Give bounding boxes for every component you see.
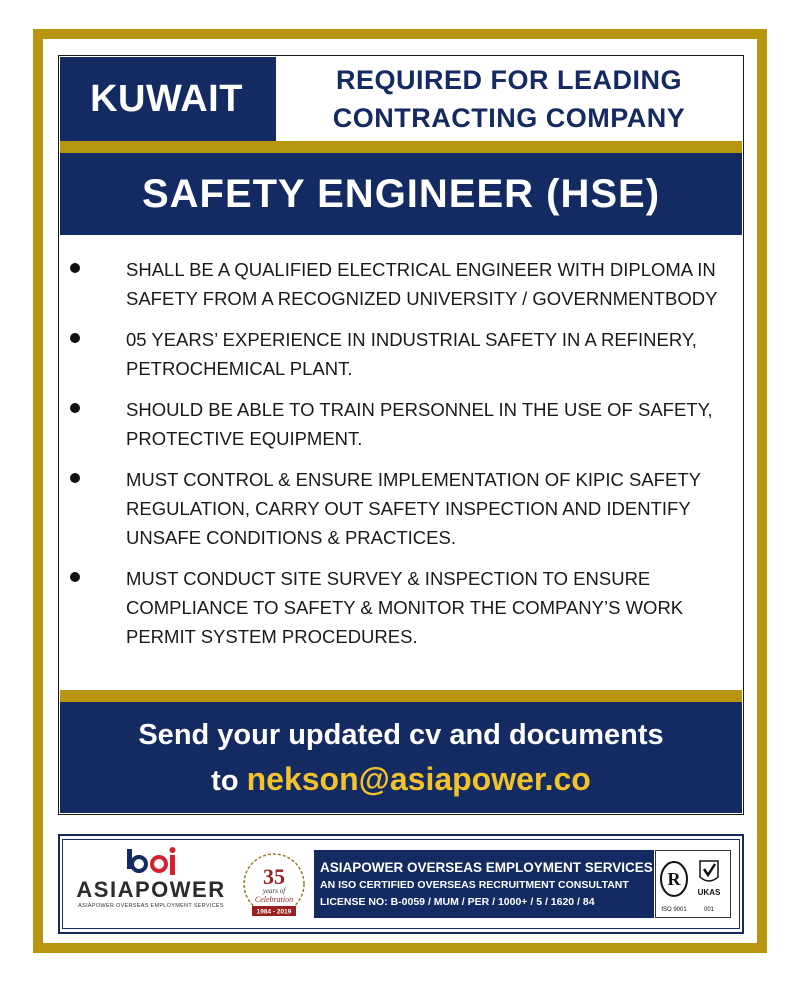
bullet-icon <box>70 403 80 413</box>
cta-band <box>60 702 742 813</box>
seal-years: years of <box>262 887 286 895</box>
bullet-icon <box>70 333 80 343</box>
asiapower-logo-icon <box>121 845 181 879</box>
cert-number: 001 <box>703 907 715 913</box>
svg-text:R: R <box>667 869 681 889</box>
company-tagline: AN ISO CERTIFIED OVERSEAS RECRUITMENT CONSULTANT <box>320 878 629 891</box>
seal-celebration: Celebration <box>254 895 294 904</box>
required-line-1: REQUIRED FOR LEADING <box>335 65 682 95</box>
anniversary-seal-icon <box>238 850 310 922</box>
requirement-text: 05 YEARS’ EXPERIENCE IN INDUSTRIAL SAFETY IN A REFINERY, PETROCHEMICAL PLANT. <box>126 329 697 379</box>
requirement-text: MUST CONDUCT SITE SURVEY & INSPECTION TO ENSURE COMPLIANCE TO SAFETY & MONITOR THE COMPANY’S WORK PERMIT SYSTEM PROCEDURES. <box>126 568 684 647</box>
country-label: KUWAIT <box>90 77 243 120</box>
list-item <box>60 325 742 383</box>
logo-subtext: ASIAPOWER OVERSEAS EMPLOYMENT SERVICES <box>78 903 224 909</box>
seal-number: 35 <box>263 864 285 889</box>
company-info-band <box>314 850 654 918</box>
gold-divider-bottom <box>60 690 742 702</box>
company-name: ASIAPOWER OVERSEAS EMPLOYMENT SERVICES <box>320 859 653 875</box>
license-number: LICENSE NO: B-0059 / MUM / PER / 1000+ / 5 / 1620 / 84 <box>320 895 595 908</box>
required-line-2: CONTRACTING COMPANY <box>332 103 686 133</box>
gold-divider-top <box>60 141 742 153</box>
email-link[interactable]: nekson@asiapower.co <box>246 760 591 797</box>
cta-line: Send your updated cv and documents <box>138 718 664 751</box>
list-item <box>60 564 742 651</box>
requirement-text: MUST CONTROL & ENSURE IMPLEMENTATION OF KIPIC SAFETY REGULATION, CARRY OUT SAFETY INSPECTION AND IDENTIFY UNSAFE CONDITIONS & PRACTICES. <box>126 469 701 548</box>
seal-range: 1984 - 2019 <box>256 908 292 916</box>
requirement-text: SHALL BE A QUALIFIED ELECTRICAL ENGINEER WITH DIPLOMA IN SAFETY FROM A RECOGNIZED UNIVERSITY / GOVERNMENTBODY <box>126 259 718 309</box>
cta-prefix: to <box>211 764 239 797</box>
certification-icon <box>656 851 730 917</box>
cert-iso: ISO 9001 <box>661 907 687 913</box>
cta-email-line <box>211 757 591 803</box>
list-item <box>60 465 742 552</box>
requirement-text: SHOULD BE ABLE TO TRAIN PERSONNEL IN THE USE OF SAFETY, PROTECTIVE EQUIPMENT. <box>126 399 713 449</box>
required-banner <box>276 57 742 141</box>
bullet-icon <box>70 473 80 483</box>
certification-badges <box>655 850 731 918</box>
list-item <box>60 395 742 453</box>
list-item <box>60 255 742 313</box>
job-title-band <box>60 153 742 235</box>
logo-wordmark: ASIAPOWER <box>76 877 226 902</box>
requirements-list <box>60 255 742 663</box>
cert-ukas: UKAS <box>697 888 721 897</box>
country-banner <box>60 57 273 141</box>
job-title: SAFETY ENGINEER (HSE) <box>141 171 661 216</box>
bullet-icon <box>70 572 80 582</box>
asiapower-logo <box>70 845 232 923</box>
bullet-icon <box>70 263 80 273</box>
